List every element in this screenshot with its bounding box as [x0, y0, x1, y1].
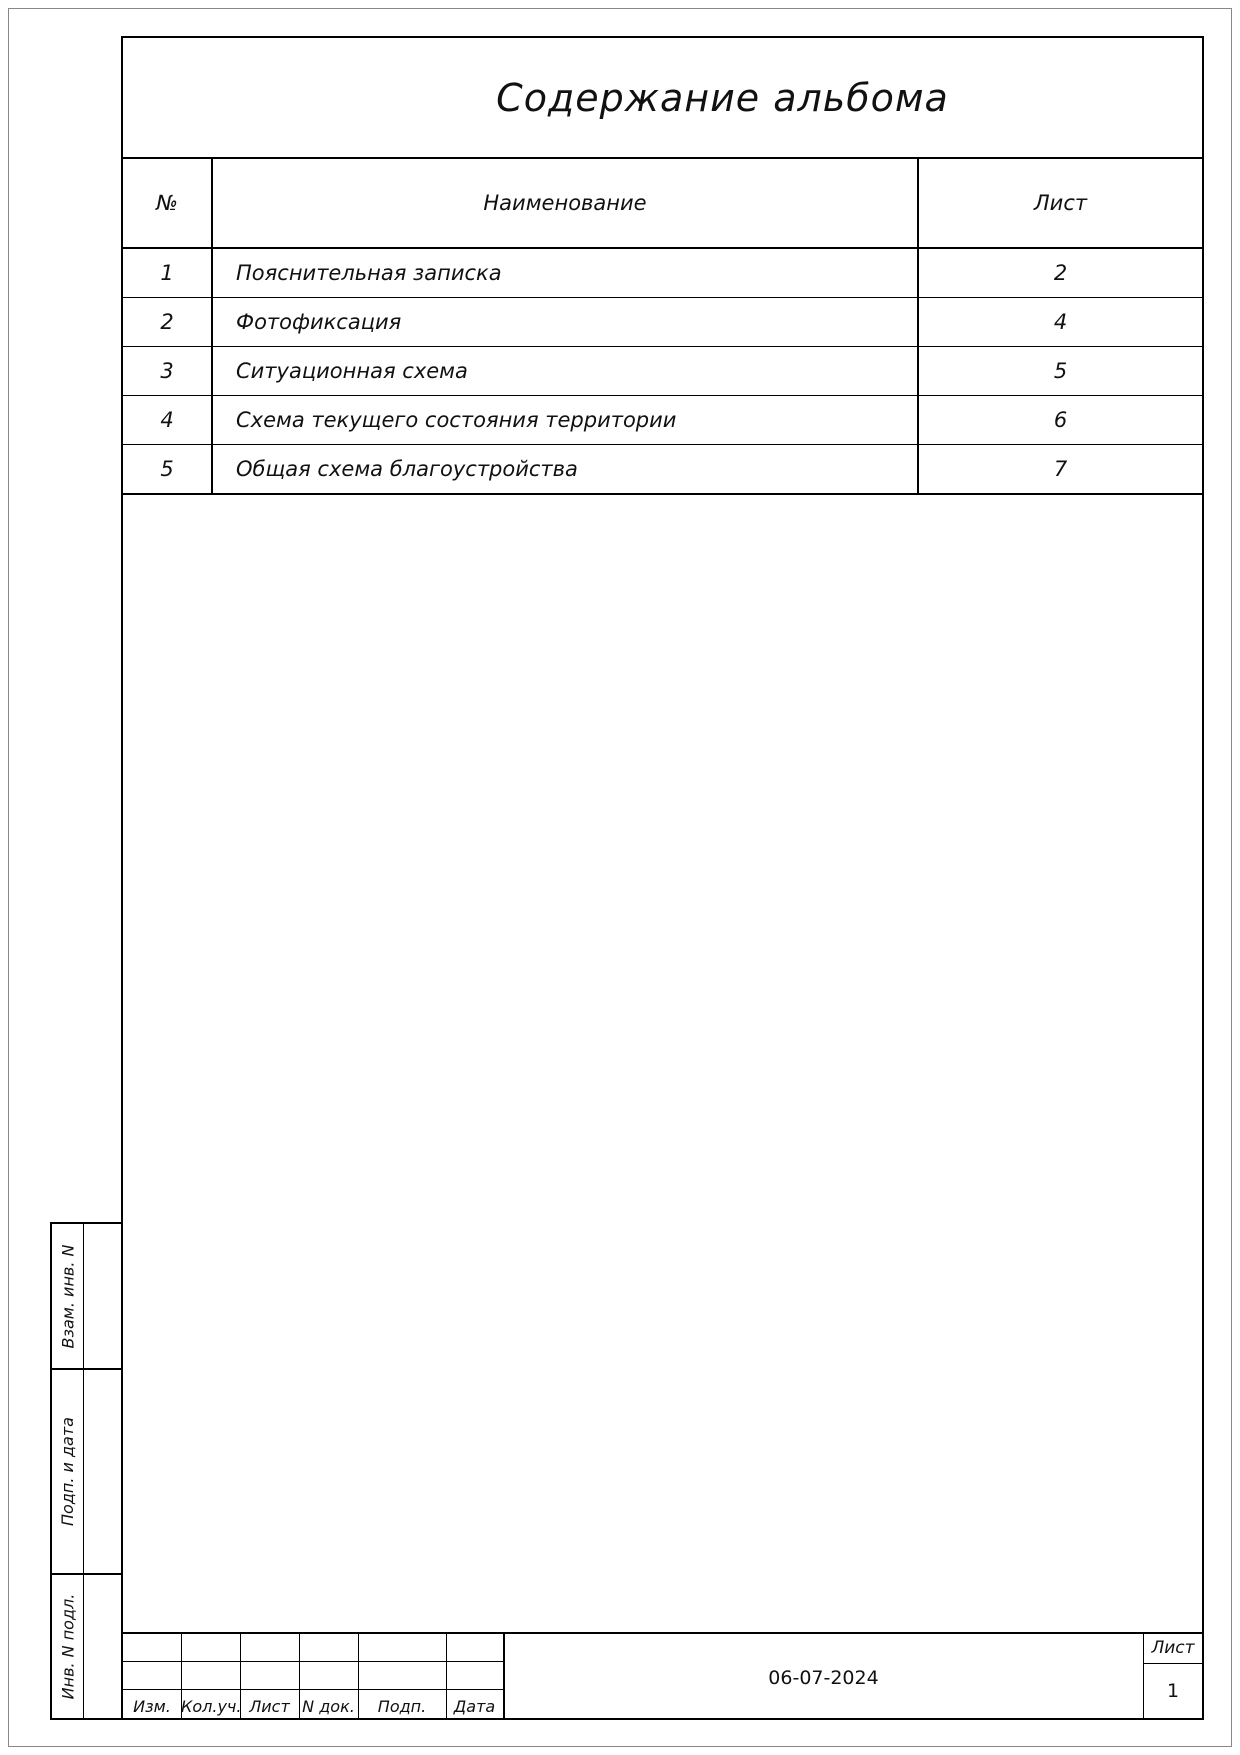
side-label-podp-data: Подп. и дата — [58, 1417, 77, 1526]
row-name: Пояснительная записка — [212, 248, 918, 298]
row-sheet: 7 — [918, 445, 1202, 495]
side-stamp-inv-podl — [50, 1573, 121, 1720]
row-name: Фотофиксация — [212, 298, 918, 347]
label-kol-uch: Кол.уч. — [181, 1697, 242, 1716]
side-label-inv-podl: Инв. N подл. — [58, 1593, 77, 1700]
row-sheet: 4 — [918, 298, 1202, 347]
header-name: Наименование — [212, 159, 918, 248]
table-row — [123, 396, 1202, 445]
row-name: Общая схема благоустройства — [212, 445, 918, 495]
header-num: № — [123, 159, 212, 248]
side-stamp-vzam-inv — [50, 1222, 121, 1368]
table-row — [123, 347, 1202, 396]
row-sheet: 6 — [918, 396, 1202, 445]
label-podp: Подп. — [377, 1697, 427, 1716]
row-sheet: 2 — [918, 248, 1202, 298]
sheet-number: 1 — [1166, 1680, 1180, 1702]
table-row — [123, 445, 1202, 495]
drawing-frame — [121, 36, 1204, 1720]
row-num: 2 — [123, 298, 212, 347]
row-name: Схема текущего состояния территории — [212, 396, 918, 445]
title-row — [123, 38, 1202, 159]
header-sheet: Лист — [918, 159, 1202, 248]
side-stamp-podp-data — [50, 1368, 121, 1573]
table-row — [123, 298, 1202, 347]
title-block — [123, 1632, 1202, 1718]
document-date: 06-07-2024 — [768, 1667, 879, 1689]
row-num: 4 — [123, 396, 212, 445]
table-header-row — [123, 159, 1202, 248]
label-izm: Изм. — [133, 1697, 171, 1716]
row-num: 1 — [123, 248, 212, 298]
sheet-label: Лист — [1151, 1638, 1195, 1658]
label-list: Лист — [249, 1697, 290, 1716]
label-data: Дата — [453, 1697, 496, 1716]
row-sheet: 5 — [918, 347, 1202, 396]
table-row — [123, 248, 1202, 298]
row-num: 5 — [123, 445, 212, 495]
contents-table — [123, 159, 1202, 495]
side-label-vzam-inv: Взам. инв. N — [58, 1244, 77, 1348]
page-title: Содержание альбома — [496, 75, 949, 120]
row-name: Ситуационная схема — [212, 347, 918, 396]
label-n-dok: N док. — [302, 1697, 355, 1716]
row-num: 3 — [123, 347, 212, 396]
